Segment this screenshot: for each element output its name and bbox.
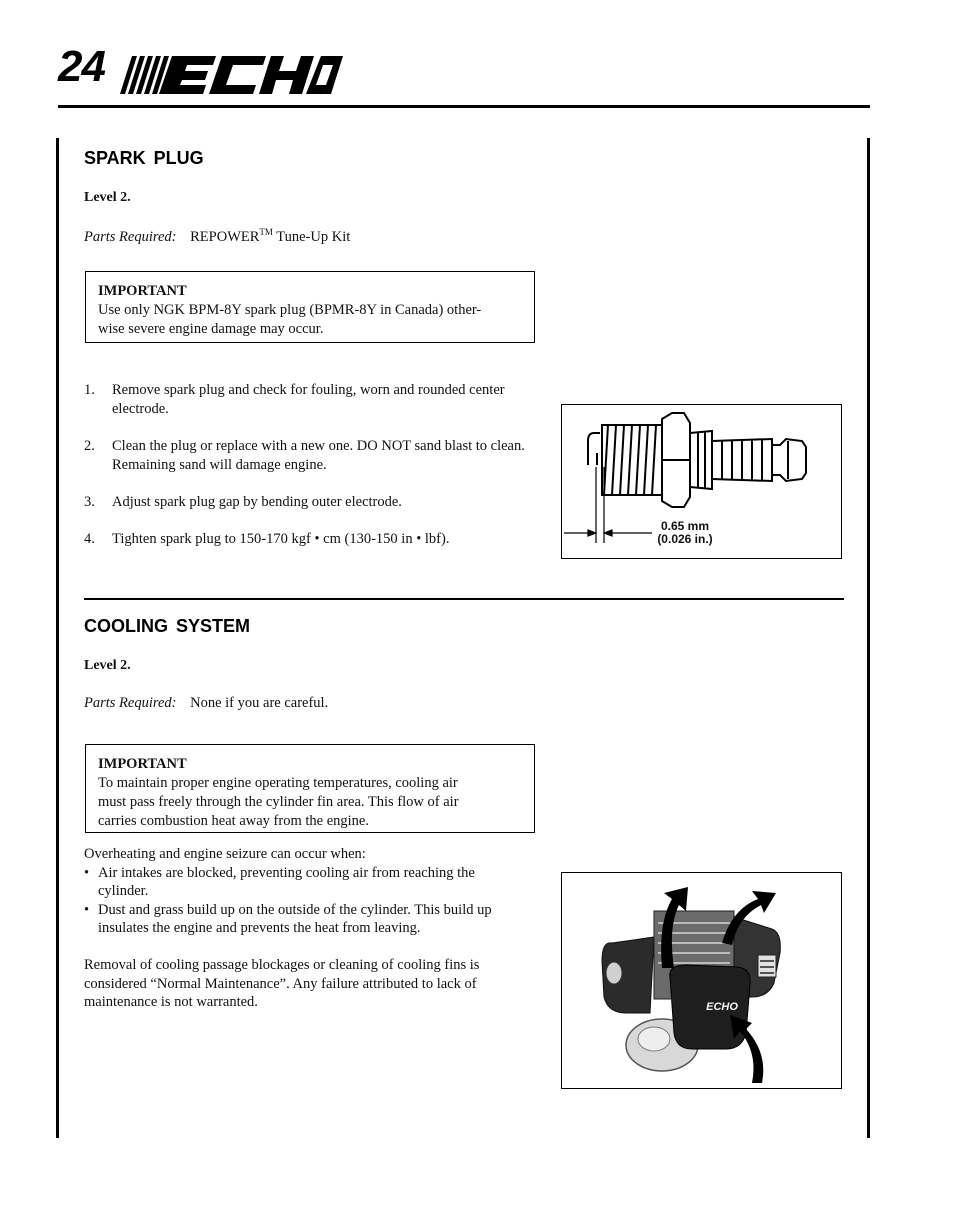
cooling-parts xyxy=(84,695,328,712)
trademark: TM xyxy=(259,227,273,237)
cooling-important-box xyxy=(85,744,535,833)
engine-drawing xyxy=(562,873,840,1087)
spark-plug-title: SPARK PLUG xyxy=(84,148,204,168)
bullet-item xyxy=(84,901,526,938)
bullet-dot: • xyxy=(84,901,90,918)
important-line: must pass freely through the cylinder fin area. This flow of air xyxy=(98,794,459,810)
spark-plug-figure xyxy=(561,404,842,559)
cooling-body xyxy=(84,845,526,1012)
parts-value: None if you are careful. xyxy=(190,695,329,711)
step-number: 3. xyxy=(84,494,95,510)
parts-label: Parts Required: xyxy=(84,228,177,245)
important-line: To maintain proper engine operating temperatures, cooling air xyxy=(98,775,458,791)
section-divider xyxy=(84,598,844,600)
parts-suffix: Tune-Up Kit xyxy=(272,228,351,245)
step-text: Adjust spark plug gap by bending outer electrode. xyxy=(112,494,402,510)
spark-plug-steps xyxy=(84,381,534,561)
step-number: 1. xyxy=(84,382,95,398)
page-number: 24 xyxy=(58,42,105,91)
gap-label xyxy=(648,520,722,546)
step-number: 4. xyxy=(84,531,95,547)
cooling-level: Level 2. xyxy=(84,658,131,673)
left-margin-rule xyxy=(56,138,59,1138)
step-number: 2. xyxy=(84,438,95,454)
spark-plug-parts xyxy=(84,227,350,246)
bullet-dot: • xyxy=(84,864,90,881)
gap-in: (0.026 in.) xyxy=(657,532,713,546)
bullet-text: Dust and grass build up on the outside of the cylinder. This build up insulates the engine and prevents the heat from leaving. xyxy=(98,901,492,936)
gap-mm: 0.65 mm xyxy=(660,519,710,533)
step-text: Tighten spark plug to 150-170 kgf • cm (130-150 in • lbf). xyxy=(112,531,450,547)
important-heading: IMPORTANT xyxy=(98,283,187,299)
spark-plug-level: Level 2. xyxy=(84,190,131,205)
important-line: wise severe engine damage may occur. xyxy=(98,321,324,337)
echo-logo xyxy=(118,50,343,105)
right-margin-rule xyxy=(867,138,870,1138)
engine-logo-text: ECHO xyxy=(706,1001,738,1013)
cooling-closing: Removal of cooling passage blockages or cleaning of cooling fins is considered “Normal Maintenance”. Any failure attributed to lack of maintenance is not warranted. xyxy=(84,957,480,1010)
step-text: Remove spark plug and check for fouling, worn and rounded center electrode. xyxy=(112,382,505,417)
important-line: carries combustion heat away from the engine. xyxy=(98,813,369,829)
parts-label: Parts Required: xyxy=(84,695,177,711)
parts-value: REPOWER xyxy=(190,228,260,245)
bullet-text: Air intakes are blocked, preventing cooling air from reaching the cylinder. xyxy=(98,864,475,899)
bullet-item xyxy=(84,864,526,901)
cooling-system-title: COOLING SYSTEM xyxy=(84,616,251,636)
important-heading: IMPORTANT xyxy=(98,756,187,772)
spark-plug-important-box xyxy=(85,271,535,343)
engine-figure xyxy=(561,872,842,1089)
important-line: Use only NGK BPM-8Y spark plug (BPMR-8Y in Canada) other- xyxy=(98,302,482,318)
registered-mark: ® xyxy=(322,86,329,96)
header-rule xyxy=(58,105,870,108)
step-text: Clean the plug or replace with a new one. DO NOT sand blast to clean. Remaining sand will damage engine. xyxy=(112,438,525,473)
cooling-intro: Overheating and engine seizure can occur when: xyxy=(84,846,366,862)
